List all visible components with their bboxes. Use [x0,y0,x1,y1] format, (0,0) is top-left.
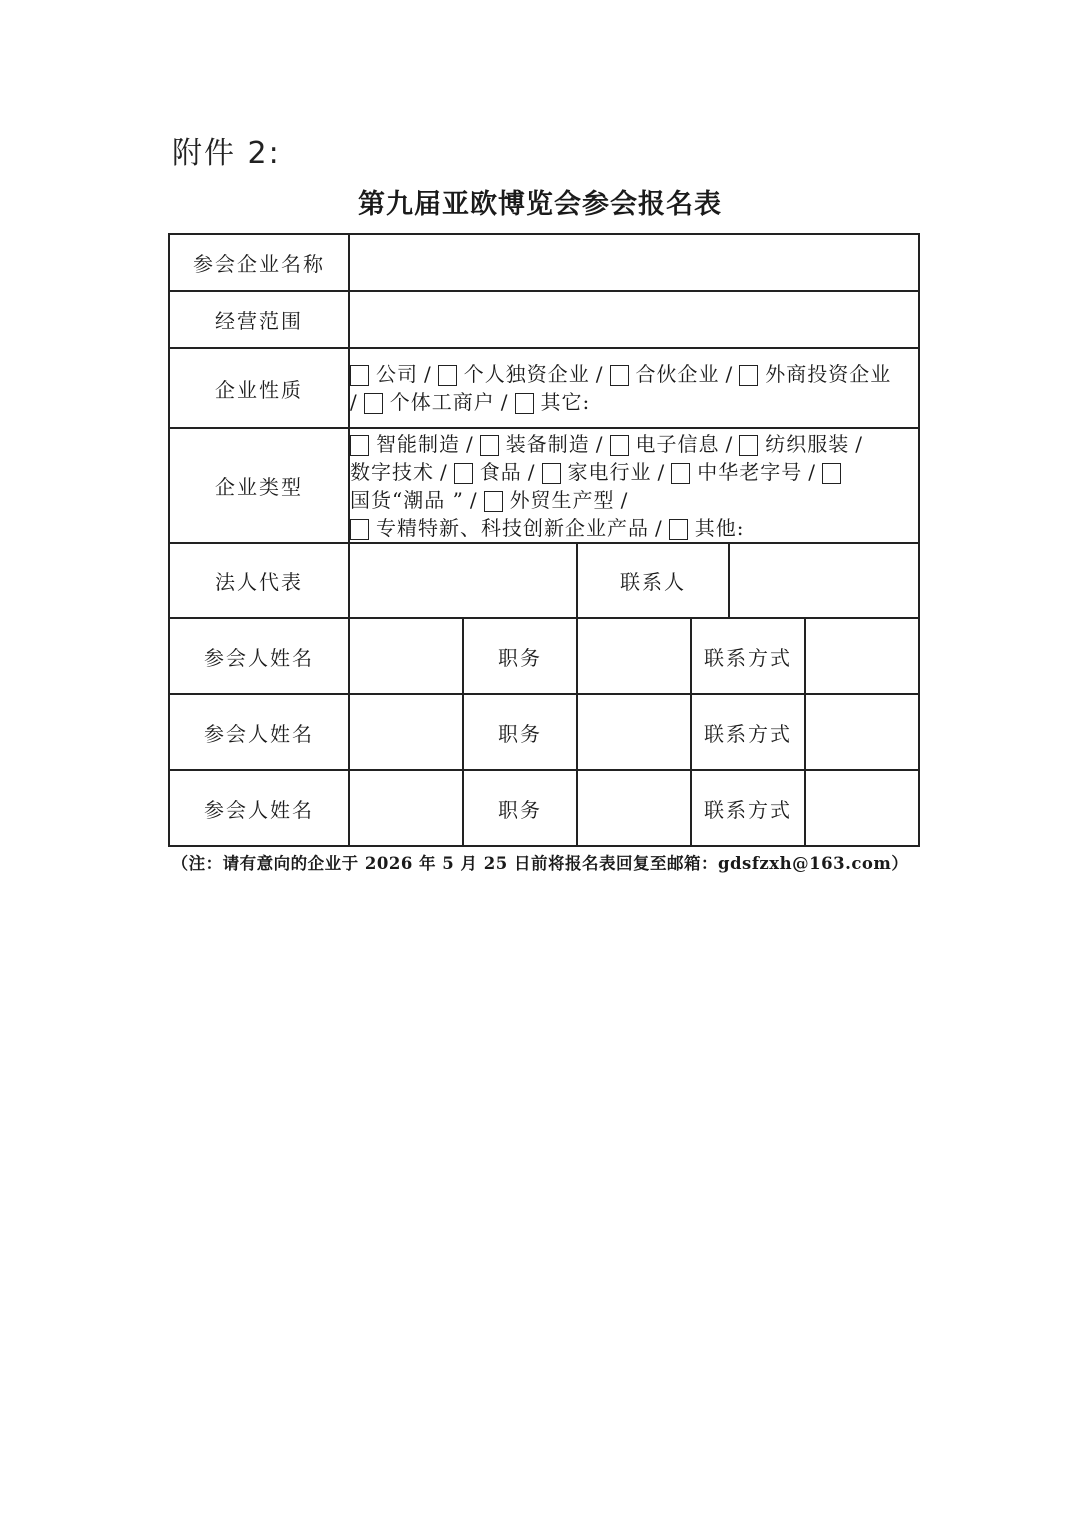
attendee-row [169,770,919,846]
checkbox[interactable] [454,463,473,484]
legal-rep-label: 法人代表 [169,543,349,618]
option-label: 家电行业 [567,459,652,484]
checkbox[interactable] [484,491,503,512]
nature-option[interactable] [515,390,591,414]
checkbox[interactable] [480,435,499,456]
form-title: 第九届亚欧博览会参会报名表 [358,189,722,220]
nature-option[interactable] [438,362,590,386]
type-option[interactable] [350,488,464,512]
option-label: 数字技术 [350,459,434,484]
type-option[interactable] [350,516,649,540]
option-label: 电子信息 [635,431,720,456]
option-label: 食品 [479,459,522,484]
option-label: 装备制造 [505,431,590,456]
type-option[interactable] [454,460,522,484]
attendee-contact-label: 联系方式 [691,618,805,694]
contact-person-label: 联系人 [577,543,729,618]
contact-person-field[interactable] [729,543,919,618]
option-label: 其他: [694,515,745,540]
attendee-contact-field[interactable] [805,694,919,770]
attendee-name-field[interactable] [349,694,463,770]
attendee-position-field[interactable] [577,770,691,846]
option-label: 合伙企业 [635,362,720,386]
option-label: 中华老字号 [697,459,803,484]
nature-option[interactable] [350,362,418,386]
legal-rep-field[interactable] [349,543,577,618]
option-label: 专精特新、科技创新企业产品 [376,515,649,540]
type-option[interactable] [350,460,434,484]
type-option[interactable] [671,460,802,484]
attendee-position-label: 职务 [463,770,577,846]
option-label: 外商投资企业 [765,362,892,386]
checkbox[interactable] [822,463,841,484]
option-label: 国货“潮品 ” [350,487,464,512]
attendee-contact-field[interactable] [805,770,919,846]
attendee-contact-label: 联系方式 [691,770,805,846]
registration-form-table [168,233,920,847]
checkbox[interactable] [739,365,758,386]
attendee-name-field[interactable] [349,618,463,694]
type-option[interactable] [480,432,590,456]
attendee-name-label: 参会人姓名 [169,770,349,846]
business-scope-field[interactable] [349,291,919,348]
nature-option[interactable] [610,362,720,386]
type-option[interactable] [610,432,720,456]
company-name-field[interactable] [349,234,919,291]
attendee-position-label: 职务 [463,618,577,694]
checkbox[interactable] [364,393,383,414]
checkbox[interactable] [542,463,561,484]
company-type-label: 企业类型 [169,428,349,543]
attachment-label: 附件 2: [172,136,281,171]
company-type-options: 智能制造 / 装备制造 / 电子信息 / 纺织服装 / 数字技术 / 食品 / 家电行业 / 中华老字号 / 国货“潮品 ” / 外贸生产型 /专精特新、科技创新企业产品 / 其他: [349,428,919,543]
business-scope-label: 经营范围 [169,291,349,348]
company-nature-label: 企业性质 [169,348,349,428]
checkbox[interactable] [610,435,629,456]
option-label: 纺织服装 [765,431,850,456]
checkbox[interactable] [350,435,369,456]
nature-option[interactable] [364,390,495,414]
attendee-row [169,694,919,770]
attendee-row [169,618,919,694]
option-label: 外贸生产型 [509,487,615,512]
attendee-position-field[interactable] [577,694,691,770]
checkbox[interactable] [438,365,457,386]
company-name-label: 参会企业名称 [169,234,349,291]
type-option[interactable] [542,460,652,484]
checkbox[interactable] [350,519,369,540]
type-option[interactable] [739,432,849,456]
type-option[interactable] [484,488,615,512]
footnote: （注：请有意向的企业于 2026 年 5 月 25 日前将报名表回复至邮箱：gdsfzxh@163.com） [171,854,909,873]
attendee-name-field[interactable] [349,770,463,846]
checkbox[interactable] [669,519,688,540]
checkbox[interactable] [610,365,629,386]
attendee-position-label: 职务 [463,694,577,770]
attendee-contact-label: 联系方式 [691,694,805,770]
attendee-name-label: 参会人姓名 [169,694,349,770]
checkbox[interactable] [350,365,369,386]
option-label: 智能制造 [376,431,460,456]
checkbox[interactable] [671,463,690,484]
attendee-contact-field[interactable] [805,618,919,694]
attendee-name-label: 参会人姓名 [169,618,349,694]
nature-option[interactable] [739,362,891,386]
option-label: 公司 [376,362,418,386]
checkbox[interactable] [739,435,758,456]
option-label: 个人独资企业 [463,362,590,386]
option-label: 个体工商户 [389,390,495,414]
attendee-position-field[interactable] [577,618,691,694]
company-nature-options: 公司 / 个人独资企业 / 合伙企业 / 外商投资企业 / 个体工商户 / 其它: [349,348,919,428]
type-option[interactable] [350,432,460,456]
checkbox[interactable] [515,393,534,414]
option-label: 其它: [540,390,591,414]
type-option[interactable] [669,516,745,540]
